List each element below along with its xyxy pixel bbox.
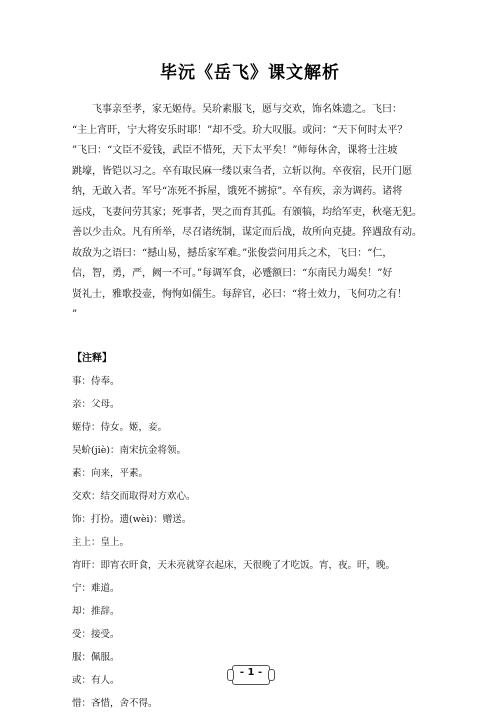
passage-line: 信，智，勇，严，阙一不可。”每调军食，必蹙额曰：“东南民力竭矣！”好 (72, 268, 393, 279)
passage-line: 纳，无敢入者。军号“冻死不拆屋，饿死不掳掠”。卒有疾，亲为调药。诸将 (72, 186, 403, 197)
note-item: 宵旰：即宵衣旰食，天未亮就穿衣起床，天很晚了才吃饭。宵，夜。旰，晚。 (72, 560, 396, 571)
passage-line: 跳壕，皆铠以习之。卒有取民麻一缕以束刍者，立斩以徇。卒夜宿，民开门愿 (72, 165, 412, 177)
note-item: 事：侍奉。 (72, 376, 120, 387)
note-item: 服：佩服。 (72, 652, 120, 663)
note-item: 或：有人。 (72, 675, 120, 686)
notes-section (72, 350, 452, 715)
note-item: 惜：吝惜，舍不得。 (72, 698, 158, 709)
note-item: 受：接受。 (72, 629, 120, 640)
note-item: 主上：皇上。 (72, 537, 130, 548)
passage-line: 飞事亲至孝，家无姬侍。吴玠素服飞，愿与交欢，饰名姝遗之。飞曰： (72, 104, 402, 115)
note-item: 宁：难道。 (72, 583, 120, 594)
page-title: 毕沅《岳飞》课文解析 (160, 63, 340, 83)
note-item: 亲：父母。 (72, 399, 120, 410)
passage-line: 故敌为之语曰：“撼山易，撼岳家军难。”张俊尝问用兵之术，飞曰：“仁， (72, 247, 393, 259)
notes-heading: 【注释】 (72, 353, 112, 364)
note-item: 吴蚧(jiè)：南宋抗金将领。 (72, 445, 187, 456)
note-item: 却：推辞。 (72, 606, 120, 617)
note-item: 姬侍：侍女。姬，妾。 (72, 422, 168, 433)
passage-line: 远戍，飞妻问劳其家；死事者，哭之而育其孤。有颁犒，均给军吏，秋毫无犯。 (72, 206, 422, 218)
passage-text (72, 100, 432, 326)
passage-line: ”飞曰：“文臣不爱钱，武臣不惜死，天下太平矣！”师每休舍，课将士注坡 (72, 145, 398, 156)
note-item: 交欢：结交而取得对方欢心。 (72, 491, 196, 502)
note-item: 饰：打扮。遗(wèi)：赠送。 (72, 514, 192, 525)
passage-line: ” (72, 309, 78, 320)
page-number: - 1 - (239, 667, 263, 678)
passage-line: 贤礼士，雅歌投壶，恂恂如儒生。每辞官，必曰：“将士效力，飞何功之有！ (72, 288, 408, 300)
page-footer (0, 662, 500, 688)
note-item: 素：向来，平素。 (72, 468, 149, 479)
passage-line: 善以少击众。凡有所举，尽召诸统制，谋定而后战，故所向克捷。猝遇敌有动。 (72, 227, 422, 238)
passage-line: “主上宵旰，宁大将安乐时耶！”却不受。玠大叹服。或问：“天下何时太平？ (72, 124, 408, 136)
